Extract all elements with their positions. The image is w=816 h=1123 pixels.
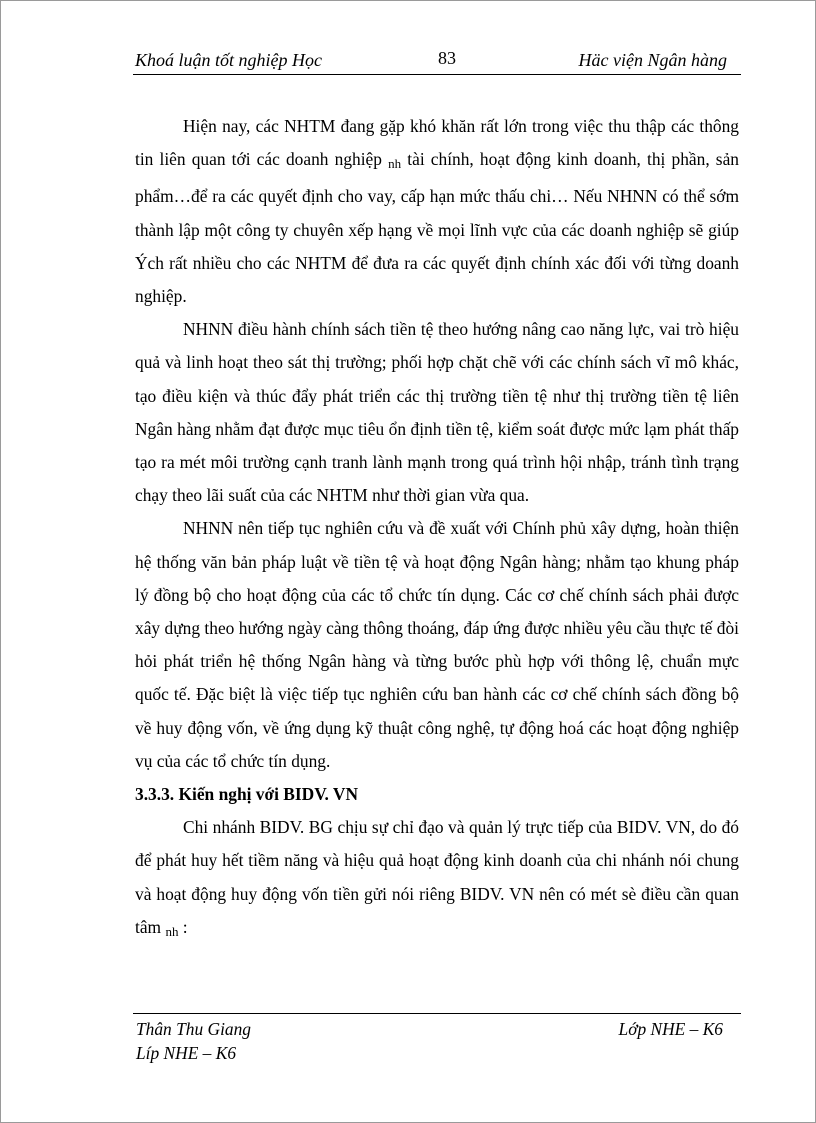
footer-author — [136, 1017, 251, 1065]
page-header — [133, 46, 741, 75]
paragraph-monetary-policy: NHNN điều hành chính sách tiền tệ theo hướng nâng cao năng lực, vai trò hiệu quả và linh hoạt theo sát thị trường; phối hợp chặt chẽ với các chính sách vĩ mô khác, tạo điều kiện và thúc đẩy phát triển các thị trường tiền tệ như thị trường tiền tệ liên Ngân hàng nhằm đạt được mục tiêu ổn định tiền tệ, kiểm soát được mức lạm phát thấp tạo ra mét môi trường cạnh tranh lành mạnh trong quá trình hội nhập, tránh tình trạng chạy theo lãi suất của các NHTM như thời gian vừa qua. — [135, 319, 739, 506]
document-body — [135, 110, 739, 948]
paragraph-nhtm-information — [135, 110, 739, 313]
header-thesis-title: Khoá luận tốt nghiệp Học — [135, 50, 322, 70]
paragraph-legal-framework: NHNN nên tiếp tục nghiên cứu và đề xuất với Chính phủ xây dựng, hoàn thiện hệ thống văn bản pháp luật về tiền tệ và hoạt động Ngân hàng; nhằm tạo khung pháp lý đồng bộ cho hoạt động của các tổ chức tín dụng. Các cơ chế chính sách phải được xây dựng theo hướng ngày càng thông thoáng, đáp ứng được nhiều yêu cầu thực tế đòi hỏi phát triển hệ thống Ngân hàng và từng bước phù hợp với thông lệ, chuẩn mực quốc tế. Đặc biệt là việc tiếp tục nghiên cứu ban hành các cơ chế chính sách đồng bộ về huy động vốn, về ứng dụng kỹ thuật công nghệ, tự động hoá các hoạt động nghiệp vụ của các tổ chức tín dụng. — [135, 518, 739, 771]
footer-class: Lớp NHE – K6 — [618, 1019, 723, 1039]
paragraph-text: Hiện nay, các NHTM đang gặp khó khăn rất lớn trong việc thu thập các thông tin liên quan tới các doanh nghiệp — [135, 116, 739, 170]
page-number: 83 — [438, 48, 456, 68]
page-footer — [133, 1013, 741, 1063]
header-institution: Häc viện Ngân hàng — [578, 50, 727, 70]
inline-small-text: nh — [388, 156, 402, 172]
inline-small-text: nh — [165, 923, 179, 939]
paragraph-bidv-recommendation — [135, 811, 739, 948]
paragraph-text: : — [178, 916, 188, 937]
footer-author-name: Thân Thu Giang — [136, 1019, 251, 1039]
footer-author-class: Líp NHE – K6 — [136, 1043, 237, 1063]
paragraph-text: Chi nhánh BIDV. BG chịu sự chỉ đạo và quản lý trực tiếp của BIDV. VN, do đó để phát huy hết tiềm năng và hiệu quả hoạt động kinh doanh của chi nhánh nói chung và hoạt động huy động vốn tiền gửi nói riêng BIDV. VN nên có mét sè điều cần quan tâm — [135, 817, 739, 937]
paragraph-text: tài chính, hoạt động kinh doanh, thị phần, sản phẩm…để ra các quyết định cho vay, cấp hạn mức thấu chi… Nếu NHNN có thể sớm thành lập một công ty chuyên xếp hạng về mọi lĩnh vực của các doanh nghiệp sẽ giúp Ých rất nhiều cho các NHTM để đưa ra các quyết định chính xác đối với từng doanh nghiệp. — [135, 149, 739, 307]
section-heading: 3.3.3. Kiến nghị với BIDV. VN — [135, 784, 359, 805]
